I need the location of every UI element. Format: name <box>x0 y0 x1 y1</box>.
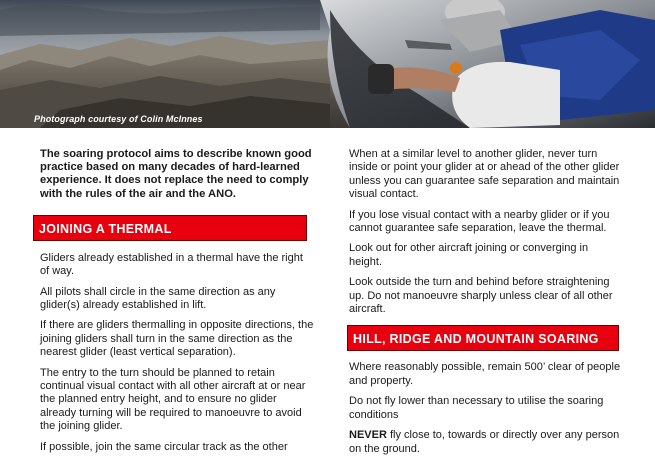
paragraph: Do not fly lower than necessary to utilise the soaring conditions <box>349 395 604 421</box>
left-column <box>40 148 315 461</box>
cockpit-photo-illustration <box>0 0 655 128</box>
paragraph: Where reasonably possible, remain 500’ clear of people and property. <box>349 361 621 387</box>
section-heading-joining-thermal: JOINING A THERMAL <box>33 215 307 241</box>
emphasis-word: NEVER <box>349 429 387 442</box>
paragraph: If there are gliders thermalling in opposite directions, the joining gliders shall turn in the same direction as the nearest glider (least vertical separation). <box>40 319 314 359</box>
right-column <box>349 148 624 463</box>
paragraph: Look outside the turn and behind before straightening up. Do not manoeuvre sharply unless clear of all other aircraft. <box>349 276 613 316</box>
paragraph: If possible, join the same circular track as the other <box>40 440 288 453</box>
paragraph: When at a similar level to another glider, never turn inside or point your glider at or ahead of the other glider unless you can guarantee safe separation and maintain visual contact. <box>349 148 620 201</box>
intro-text: The soaring protocol aims to describe known good practice based on many decades of hard-learned experience. It does not replace the need to comply with the rules of the air and the ANO. <box>40 148 312 200</box>
paragraph: Gliders already established in a thermal have the right of way. <box>40 251 303 278</box>
paragraph: Look out for other aircraft joining or converging in height. <box>349 242 589 268</box>
cockpit-photo <box>0 0 655 128</box>
paragraph <box>349 429 624 456</box>
section-heading-hill-ridge-mountain: HILL, RIDGE AND MOUNTAIN SOARING <box>347 325 619 351</box>
paragraph: The entry to the turn should be planned to retain continual visual contact with all other aircraft at or near the planned entry height, and to ensure no glider already turning will be required to manoeuvre to avoid the joining glider. <box>40 366 306 433</box>
photo-credit: Photograph courtesy of Colin McInnes <box>34 114 203 124</box>
paragraph-rest: fly close to, towards or directly over any person on the ground. <box>349 429 620 455</box>
paragraph: All pilots shall circle in the same direction as any glider(s) already established in lift. <box>40 285 276 312</box>
paragraph: If you lose visual contact with a nearby glider or if you cannot guarantee safe separation, leave the thermal. <box>349 208 610 235</box>
